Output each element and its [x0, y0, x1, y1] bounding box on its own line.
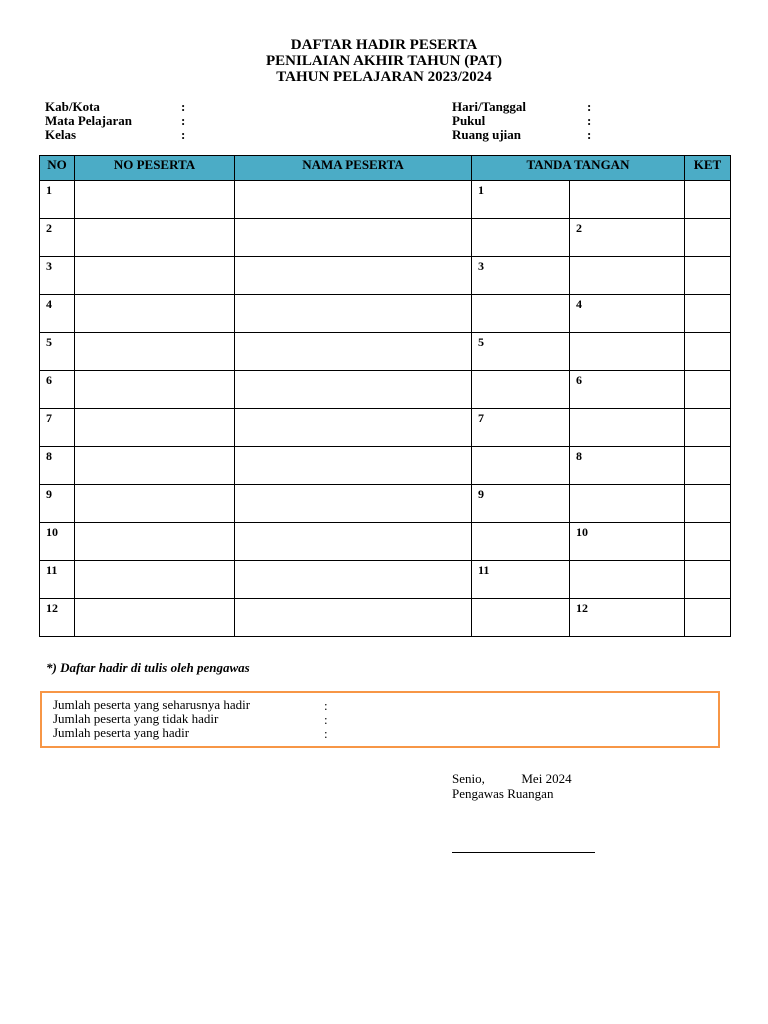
cell-ket: [685, 371, 731, 409]
cell-signature-right: [570, 447, 685, 485]
row-number: 11: [46, 563, 58, 577]
row-number: 1: [46, 183, 52, 197]
row-number: 8: [46, 449, 52, 463]
row-number: 5: [46, 335, 52, 349]
info-colon: :: [181, 127, 186, 142]
info-colon: :: [181, 113, 186, 128]
table-row: [40, 523, 731, 561]
info-ruang-ujian: [452, 128, 612, 142]
cell-signature-left: [472, 409, 570, 447]
cell-no-peserta: [75, 447, 235, 485]
info-mata-pelajaran: [45, 114, 225, 128]
cell-no: [40, 333, 75, 371]
signature-place: Senio,: [452, 771, 485, 786]
cell-nama-peserta: [235, 409, 472, 447]
cell-signature-right: [570, 257, 685, 295]
cell-ket: [685, 485, 731, 523]
table-row: [40, 409, 731, 447]
row-number: 12: [576, 601, 588, 615]
row-number: 3: [46, 259, 52, 273]
info-label: Hari/Tanggal: [452, 99, 526, 114]
info-kelas: [45, 128, 225, 142]
cell-signature-left: [472, 371, 570, 409]
info-colon: :: [181, 99, 186, 114]
attendance-table: [39, 155, 731, 637]
cell-no: [40, 485, 75, 523]
cell-signature-left: [472, 219, 570, 257]
header-ket: KET: [685, 156, 731, 181]
cell-no: [40, 409, 75, 447]
summary-box: [40, 691, 720, 748]
cell-no-peserta: [75, 485, 235, 523]
cell-ket: [685, 523, 731, 561]
table-row: [40, 333, 731, 371]
summary-label: Jumlah peserta yang seharusnya hadir: [53, 697, 251, 712]
info-label: Kab/Kota: [45, 99, 100, 114]
cell-signature-right: [570, 561, 685, 599]
info-right: [452, 100, 612, 142]
header-nama-peserta: NAMA PESERTA: [235, 156, 472, 181]
info-colon: :: [587, 113, 592, 128]
cell-signature-left: [472, 295, 570, 333]
cell-no: [40, 181, 75, 219]
signature-line: [452, 852, 595, 853]
info-colon: :: [587, 127, 592, 142]
cell-no-peserta: [75, 561, 235, 599]
cell-no: [40, 523, 75, 561]
cell-nama-peserta: [235, 371, 472, 409]
cell-signature-right: [570, 599, 685, 637]
cell-no-peserta: [75, 181, 235, 219]
cell-no: [40, 295, 75, 333]
cell-signature-left: [472, 523, 570, 561]
info-kab-kota: [45, 100, 225, 114]
table-row: [40, 485, 731, 523]
cell-signature-left: [472, 599, 570, 637]
cell-no-peserta: [75, 523, 235, 561]
row-number: 2: [46, 221, 52, 235]
row-number: 6: [46, 373, 52, 387]
cell-signature-right: [570, 333, 685, 371]
summary-colon: :: [324, 698, 328, 713]
cell-no-peserta: [75, 219, 235, 257]
cell-signature-right: [570, 219, 685, 257]
cell-ket: [685, 219, 731, 257]
row-number: 7: [46, 411, 52, 425]
summary-colon: :: [324, 726, 328, 741]
info-left: [45, 100, 225, 142]
cell-nama-peserta: [235, 181, 472, 219]
cell-ket: [685, 409, 731, 447]
note-text: *) Daftar hadir di tulis oleh pengawas: [46, 660, 250, 675]
cell-signature-left: [472, 333, 570, 371]
cell-nama-peserta: [235, 295, 472, 333]
cell-no: [40, 561, 75, 599]
row-number: 4: [46, 297, 52, 311]
cell-signature-left: [472, 257, 570, 295]
cell-no-peserta: [75, 409, 235, 447]
cell-ket: [685, 181, 731, 219]
header-tanda-tangan: TANDA TANGAN: [472, 156, 685, 181]
row-number: 1: [478, 183, 484, 197]
cell-no: [40, 447, 75, 485]
row-number: 5: [478, 335, 484, 349]
cell-ket: [685, 295, 731, 333]
cell-signature-right: [570, 523, 685, 561]
cell-nama-peserta: [235, 219, 472, 257]
row-number: 11: [478, 563, 490, 577]
row-number: 10: [576, 525, 588, 539]
summary-absent: [53, 712, 218, 726]
cell-nama-peserta: [235, 257, 472, 295]
info-label: Pukul: [452, 113, 486, 128]
row-number: 12: [46, 601, 58, 615]
cell-no-peserta: [75, 295, 235, 333]
cell-signature-right: [570, 181, 685, 219]
table-row: [40, 181, 731, 219]
info-pukul: [452, 114, 612, 128]
cell-no-peserta: [75, 599, 235, 637]
info-colon: :: [587, 99, 592, 114]
row-number: 10: [46, 525, 58, 539]
cell-ket: [685, 257, 731, 295]
row-number: 9: [478, 487, 484, 501]
table-header-row: [40, 156, 731, 181]
header-no-peserta: NO PESERTA: [75, 156, 235, 181]
summary-label: Jumlah peserta yang tidak hadir: [53, 711, 219, 726]
cell-ket: [685, 447, 731, 485]
table-row: [40, 561, 731, 599]
cell-ket: [685, 561, 731, 599]
info-label: Ruang ujian: [452, 127, 521, 142]
cell-signature-right: [570, 295, 685, 333]
cell-no-peserta: [75, 371, 235, 409]
cell-nama-peserta: [235, 485, 472, 523]
cell-ket: [685, 333, 731, 371]
summary-colon: :: [324, 712, 328, 727]
row-number: 8: [576, 449, 582, 463]
cell-nama-peserta: [235, 333, 472, 371]
row-number: 2: [576, 221, 582, 235]
title-line-1: DAFTAR HADIR PESERTA: [290, 37, 478, 53]
row-number: 3: [478, 259, 484, 273]
cell-signature-right: [570, 485, 685, 523]
summary-should-attend: [53, 698, 250, 712]
cell-signature-right: [570, 371, 685, 409]
info-label: Kelas: [45, 127, 77, 142]
title-line-3: TAHUN PELAJARAN 2023/2024: [276, 69, 492, 85]
cell-signature-left: [472, 485, 570, 523]
info-hari-tanggal: [452, 100, 612, 114]
table-row: [40, 295, 731, 333]
header-no: NO: [40, 156, 75, 181]
cell-ket: [685, 599, 731, 637]
signature-place-date: [452, 771, 572, 786]
row-number: 7: [478, 411, 484, 425]
cell-no-peserta: [75, 257, 235, 295]
info-label: Mata Pelajaran: [45, 113, 133, 128]
table-row: [40, 599, 731, 637]
cell-signature-right: [570, 409, 685, 447]
cell-no-peserta: [75, 333, 235, 371]
cell-no: [40, 599, 75, 637]
summary-present: [53, 726, 189, 740]
table-row: [40, 219, 731, 257]
row-number: 4: [576, 297, 582, 311]
table-row: [40, 257, 731, 295]
cell-signature-left: [472, 447, 570, 485]
row-number: 9: [46, 487, 52, 501]
table-row: [40, 447, 731, 485]
row-number: 6: [576, 373, 582, 387]
cell-nama-peserta: [235, 599, 472, 637]
cell-no: [40, 371, 75, 409]
table-row: [40, 371, 731, 409]
cell-nama-peserta: [235, 447, 472, 485]
cell-no: [40, 257, 75, 295]
cell-no: [40, 219, 75, 257]
cell-signature-left: [472, 181, 570, 219]
cell-nama-peserta: [235, 523, 472, 561]
cell-signature-left: [472, 561, 570, 599]
title-line-2: PENILAIAN AKHIR TAHUN (PAT): [266, 53, 502, 69]
signature-role: Pengawas Ruangan: [452, 786, 554, 801]
signature-date: Mei 2024: [521, 771, 572, 786]
cell-nama-peserta: [235, 561, 472, 599]
summary-label: Jumlah peserta yang hadir: [53, 725, 190, 740]
